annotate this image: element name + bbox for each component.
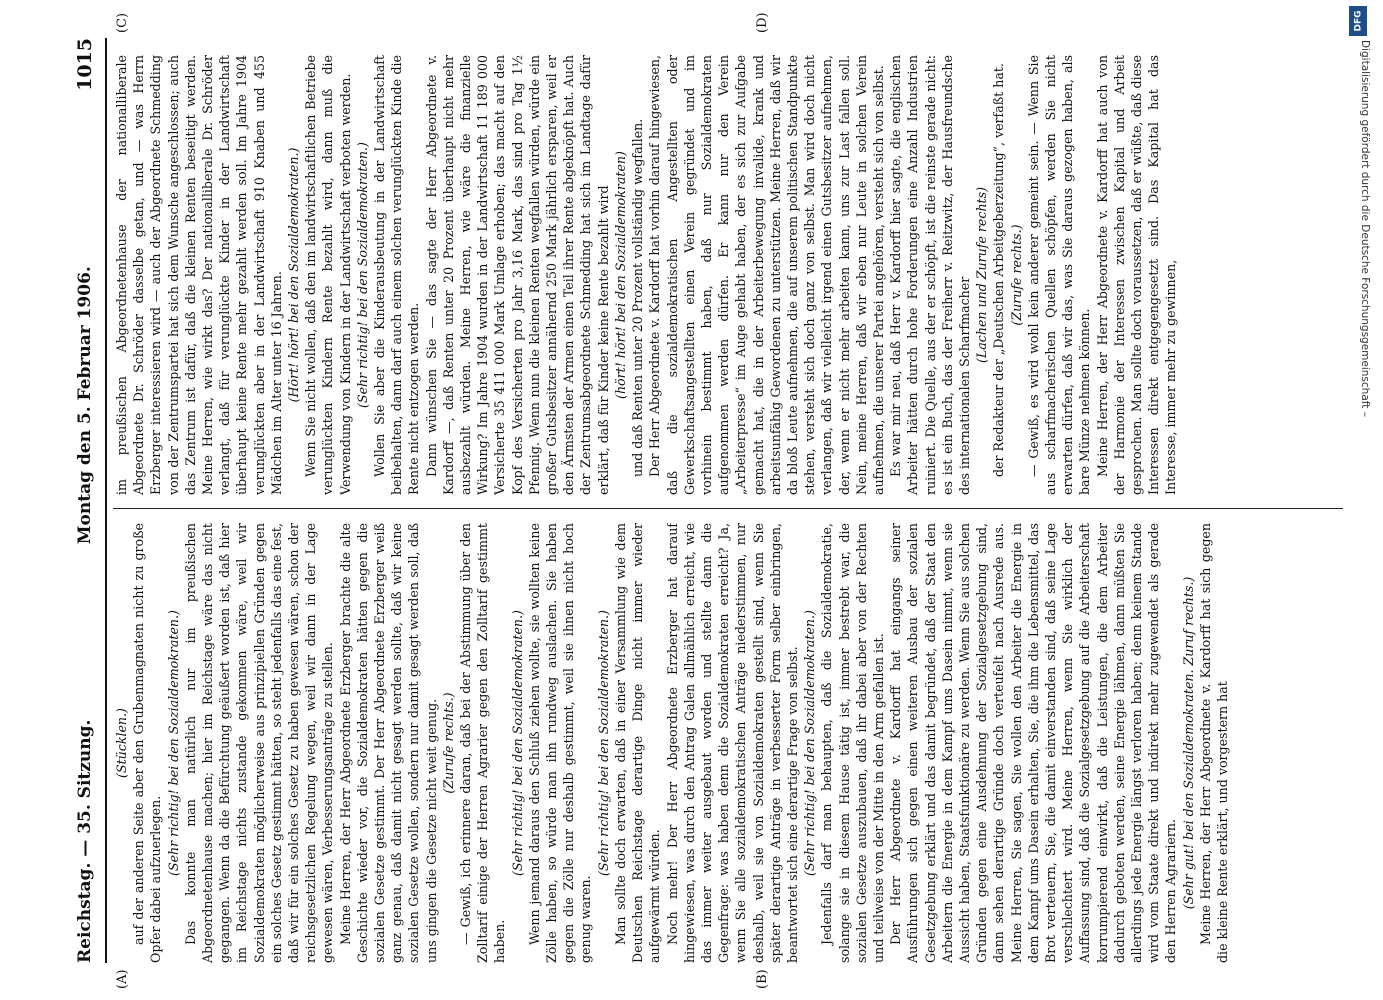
- right-column-paragraph: (hört! hört! bei den Sozialdemokraten): [612, 151, 628, 399]
- left-column-paragraph: — Gewiß, ich erinnere daran, daß bei der Abstimmung über den Zolltarif einige der Herren Agrarier gegen den Zolltarif gestimmt haben.: [458, 523, 508, 963]
- dfg-logo: DFG: [1349, 6, 1367, 36]
- left-column: [113, 523, 1343, 963]
- margin-marker-c: (C): [115, 12, 130, 33]
- right-column-paragraph: (Sehr richtig! bei den Sozialdemokraten.): [354, 142, 370, 408]
- right-column-paragraph: (Zurufe rechts.): [1008, 224, 1024, 326]
- left-column-paragraph: (Sehr richtig! bei den Sozialdemokraten.): [165, 610, 181, 876]
- left-column-paragraph: Meine Herren, der Herr Abgeordnete Erzberger brachte die alte Geschichte wieder vor, die Sozialdemokraten hätten gegen die sozialen Gesetze gestimmt. Der Herr Abgeordnete Erzberger weiß ganz genau, daß damit nicht gesagt werden sollte, daß wir keine sozialen Gesetze wollen, sondern nur damit gesagt werden soll, daß uns gingen die Gesetze nicht weit genug.: [337, 523, 439, 963]
- left-column-paragraph: auf der anderen Seite aber den Grubenmagnaten nicht zu große Opfer dabei aufzuerlegen.: [131, 523, 164, 963]
- right-column-paragraph: — Gewiß, es wird wohl kein anderer gemeint sein. — Wenn Sie aus scharfmacherischen Quellen schöpfen, werden Sie nicht erwarten dürfen, daß wir das, was Sie daraus gezogen haben, als bare Münze nehmen können.: [1025, 55, 1093, 495]
- right-column-paragraph: Wenn Sie nicht wollen, daß den im landwirtschaftlichen Betriebe verunglückten Kindern Rente bezahlt wird, dann muß die Verwendung von Kindern in der Landwirtschaft verboten werden.: [303, 55, 353, 495]
- left-column-paragraph: Wenn jemand daraus den Schluß ziehen wollte, sie wollten keine Zölle haben, so würde man ihn rundweg auslachen. Sie haben gegen die Zölle nur deshalb gestimmt, weil sie ihnen nicht hoch genug waren.: [526, 523, 594, 963]
- right-column: [113, 55, 1343, 495]
- sidebar-credit: Digitalisierung gefördert durch die Deutsche Forschungsgemeinschaft –: [1359, 40, 1371, 417]
- left-column-paragraph: (Sehr richtig! bei den Sozialdemokraten.): [509, 610, 525, 876]
- left-column-paragraph: (Sehr richtig! bei den Sozialdemokraten.): [595, 610, 611, 876]
- column-rule: [113, 508, 1343, 509]
- header-left: Reichstag. — 35. Sitzung.: [75, 719, 95, 963]
- margin-marker-d: (D): [755, 12, 770, 33]
- left-column-paragraph: Das konnte man natürlich nur im preußischen Abgeordnetenhause machen; hier im Reichstage wäre das nicht gegangen. Wenn da die Befürchtung geäußert worden ist, daß hier im Reichstage nichts zustande gekommen wäre, weil wir Sozialdemokraten möglicherweise aus prinzipiellen Gründen gegen ein solches Gesetz gestimmt hätten, so steht jedenfalls das eine fest, daß wir für ein solches Gesetz zu haben gewesen wären, schon der reichsgesetzlichen Regelung wegen, weil wir dann in der Lage gewesen wären, Verbesserungsanträge zu stellen.: [182, 523, 336, 963]
- rotated-page: [65, 12, 1355, 989]
- right-column-paragraph: im preußischen Abgeordnetenhause der nationalliberale Abgeordnete Dr. Schröder dasselbe getan, und — was Herrn Erzberger interessieren wird — auch der Abgeordnete Schmedding von der Zentrumspartei hat sich dem Wunsche angeschlossen; auch das Zentrum ist dafür, daß die kleinen Renten beseitigt werden. Meine Herren, wie wirkt das? Der nationalliberale Dr. Schröder verlangt, daß für verunglückte Kinder in der Landwirtschaft überhaupt keine Rente mehr gezahlt werden soll. Im Jahre 1904 verunglückten aber in der Landwirtschaft 910 Knaben und 455 Mädchen im Alter unter 16 Jahren.: [114, 55, 284, 495]
- right-column-paragraph: und daß Renten unter 20 Prozent vollständig wegfallen.: [630, 118, 646, 477]
- header-date: Montag den 5. Februar 1906.: [75, 266, 95, 545]
- right-column-paragraph: der Redakteur der „Deutschen Arbeitgeberzeitung“, verfaßt hat.: [991, 63, 1007, 477]
- page-number: 1015: [74, 38, 96, 91]
- right-column-paragraph: (Lachen und Zurufe rechts): [974, 187, 990, 363]
- right-column-paragraph: Meine Herren, der Herr Abgeordnete v. Kardorff hat auch von der Harmonie der Interessen zwischen Kapital und Arbeit gesprochen. Man sollte doch voraussetzen, daß er wüßte, daß diese Interessen direkt entgegengesetzt sind. Das Kapital hat das Interesse, immer mehr zu gewinnen,: [1094, 55, 1179, 495]
- left-column-paragraph: Man sollte doch erwarten, daß in einer Versammlung wie dem Deutschen Reichstage derartige Dinge nicht immer wieder aufgewärmt würden.: [612, 523, 663, 963]
- left-column-paragraph: Der Herr Abgeordnete v. Kardorff hat eingangs seiner Ausführungen sich gegen einen weiteren Ausbau der sozialen Gesetzgebung erklärt und das damit begründet, daß der Staat den Arbeitern die Energie in dem Kampf ums Dasein nimmt, wenn sie Aussicht haben, Staatsfunktionäre zu werden. Wenn Sie aus solchen Gründen gegen eine Ausdehnung der Sozialgesetzgebung sind, dann sehen derartige Gründe doch verteufelt nach Ausrede aus. Meine Herren, Sie sagen, Sie wollen den Arbeiter die Energie in dem Kampf ums Dasein erhalten, Sie, die ihm die Lebensmittel, das Brot verteuern, Sie, die damit einverstanden sind, daß seine Lage verschlechtert wird. Meine Herren, wenn Sie wirklich der Auffassung sind, daß die Sozialgesetzgebung auf die Arbeiterschaft korrumpierend einwirkt, daß die Leistungen, die dem Arbeiter dadurch geboten werden, seine Energie lähmen, dann müßten Sie allerdings jede Energie längst verloren haben; denn keinem Stande wird vom Staate direkt und indirekt mehr zugewendet als gerade den Herren Agrariern.: [888, 523, 1179, 963]
- left-column-paragraph: Meine Herren, der Herr Abgeordnete v. Kardorff hat sich gegen die kleine Rente erklärt, und vorgestern hat: [1197, 523, 1230, 963]
- right-column-paragraph: Es war mir neu, daß Herr v. Kardorff hier sagte, die englischen Arbeiter hätten durch hohe Forderungen eine Anzahl Industrien ruiniert. Die Quelle, aus der er schöpft, ist die reinste gerade nicht: es ist ein Buch, das der Freiherr v. Reitzwitz, der Hausfreundsche des internationalen Scharfmacher: [888, 55, 972, 495]
- left-column-paragraph: (Zurufe rechts.): [440, 692, 456, 794]
- digitization-sidebar: [1349, 0, 1379, 1000]
- left-column-paragraph: Jedenfalls darf man behaupten, daß die Sozialdemokratie, solange sie in diesem Hause tätig ist, immer bestrebt war, die sozialen Gesetze auszubauen, daß ihr dabei aber von der Rechten und teilweise von der Mitte in den Arm gefallen ist.: [819, 523, 886, 963]
- left-column-paragraph: (Sehr richtig! bei den Sozialdemokraten.): [802, 610, 818, 876]
- left-column-paragraph: (Stücklen.): [114, 708, 129, 778]
- left-column-paragraph: Noch mehr! Der Herr Abgeordnete Erzberger hat darauf hingewiesen, was durch den Antrag Galen allmählich erreicht, wie das immer weiter ausgebaut worden und stellte dann die Gegenfrage: was haben denn die Sozialdemokraten erreicht? Ja, wenn Sie alle sozialdemokratischen Anträge niederstimmen, nur deshalb, weil sie von Sozialdemokraten gestellt sind, wenn Sie später derartige Anträge in verbesserter Form selber einbringen, beantwortet sich eine derartige Frage von selbst.: [664, 523, 800, 963]
- right-column-paragraph: Dann wünschen Sie — das sagte der Herr Abgeordnete v. Kardorff —, daß Renten unter 20 Prozent überhaupt nicht mehr ausbezahlt würden. Meine Herren, wie wäre die finanzielle Wirkung? Im Jahre 1904 wurden in der Landwirtschaft 11 189 000 Versicherte 35 411 000 Mark Umlage erhoben; das macht auf den Kopf des Versicherten pro Jahr 3,16 Mark, das sind pro Tag 1½ Pfennig. Wenn nun die kleinen Renten wegfallen würden, würde ein großer Gutsbesitzer annähernd 250 Mark jährlich ersparen, weil er den Ärmsten der Armen einen Teil ihrer Rente abgeknöpft hat. Auch der Zentrumsabgeordnete Schmedding hat sich im Landtage dafür erklärt, daß für Kinder keine Rente bezahlt wird: [423, 55, 611, 495]
- right-column-paragraph: Wollen Sie aber die Kinderausbeutung in der Landwirtschaft beibehalten, dann darf auch einem solchen verunglückten Kinde die Rente nicht entzogen werden.: [372, 55, 422, 495]
- left-column-paragraph: (Sehr gut! bei den Sozialdemokraten. Zuruf rechts.): [1180, 576, 1196, 910]
- right-column-paragraph: (Hört! hört! bei den Sozialdemokraten.): [286, 147, 302, 403]
- right-column-paragraph: Der Herr Abgeordnete v. Kardorff hat vorhin darauf hingewiesen, daß die sozialdemokratischen Angestellten oder Gewerkschaftsangestellten einen Verein gegründet und im vorhinein bestimmt haben, daß nur Sozialdemokraten aufgenommen werden dürfen. Er kann nur den Verein „Arbeiterpresse“ im Auge gehabt haben, der es sich zur Aufgabe gemacht hat, die in der Arbeiterbewegung invalide, krank und arbeitsunfähig Gewordenen zu unterstützen. Meine Herren, daß wir da bloß Leute aufnehmen, die auf unserem politischen Standpunkte stehen, versteht sich doch ganz von selbst. Man wird doch nicht verlangen, daß wir vielleicht irgend einen Gutsbesitzer aufnehmen, der, wenn er nicht mehr arbeiten kann, uns zur Last fallen soll. Nein, meine Herren, daß wir eben nur Leute in solchen Verein aufnehmen, die unserer Partei angehören, versteht sich von selbst.: [647, 55, 886, 495]
- margin-marker-b: (B): [755, 969, 770, 989]
- margin-marker-a: (A): [115, 969, 130, 989]
- page-header: [65, 38, 107, 963]
